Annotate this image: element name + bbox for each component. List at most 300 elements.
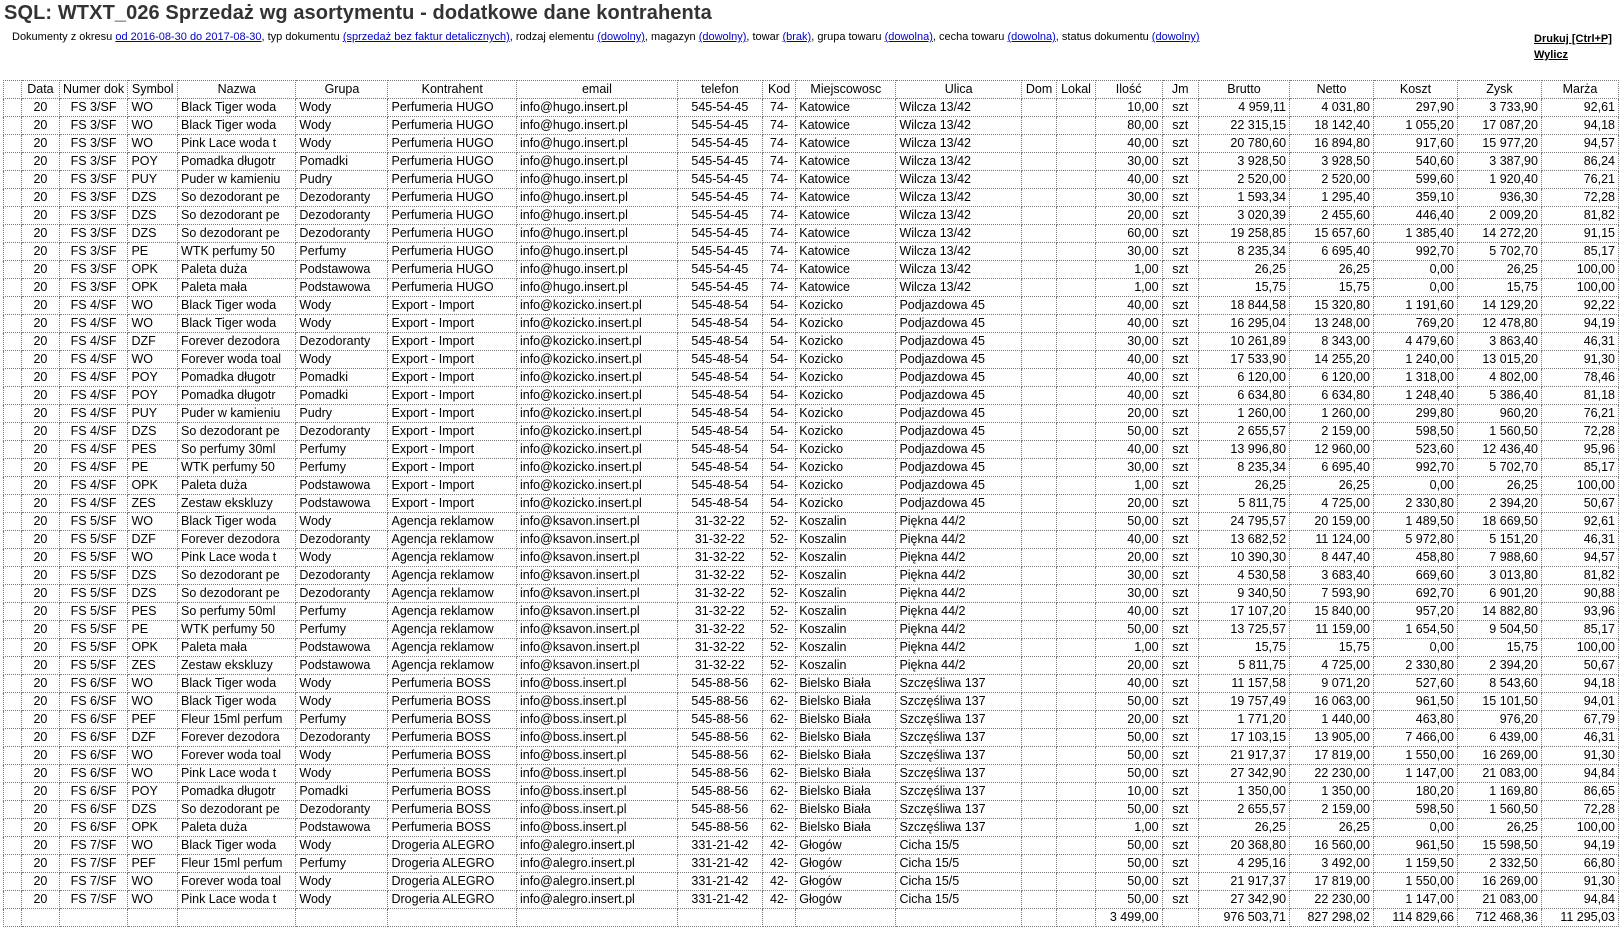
column-header-numer-dok[interactable]: Numer dok <box>59 81 128 99</box>
gutter-cell <box>4 315 22 333</box>
cell-nazwa: So dezodorant pe <box>178 801 296 819</box>
table-row[interactable] <box>4 387 1619 405</box>
cell-kod: 74- <box>762 117 795 135</box>
period-filter-link[interactable]: od 2016-08-30 do 2017-08-30 <box>115 31 262 43</box>
table-row[interactable] <box>4 225 1619 243</box>
table-row[interactable] <box>4 693 1619 711</box>
cell-telefon: 545-88-56 <box>677 693 762 711</box>
cell-lokal <box>1057 315 1095 333</box>
cell-dom <box>1021 603 1056 621</box>
cell-marza: 85,17 <box>1541 459 1618 477</box>
cell-miejscowosc: Kozicko <box>796 495 896 513</box>
cell-koszt: 458,80 <box>1374 549 1458 567</box>
cell-jm: szt <box>1162 261 1198 279</box>
cell-ilosc: 40,00 <box>1095 135 1162 153</box>
table-row[interactable] <box>4 603 1619 621</box>
cell-data: 20 <box>22 711 59 729</box>
cell-lokal <box>1057 549 1095 567</box>
cell-symbol: ZES <box>128 495 178 513</box>
table-row[interactable] <box>4 819 1619 837</box>
cell-telefon: 545-48-54 <box>677 387 762 405</box>
table-row[interactable] <box>4 261 1619 279</box>
column-header-email[interactable]: email <box>516 81 677 99</box>
cell-dom <box>1021 783 1056 801</box>
totals-row <box>4 909 1619 927</box>
cell-kod: 74- <box>762 99 795 117</box>
cell-zysk: 12 478,80 <box>1457 315 1541 333</box>
cell-zysk: 15,75 <box>1457 279 1541 297</box>
table-row[interactable] <box>4 117 1619 135</box>
cell-jm: szt <box>1162 711 1198 729</box>
gutter-cell <box>4 909 22 927</box>
gutter-cell <box>4 603 22 621</box>
cell-zysk: 15 598,50 <box>1457 837 1541 855</box>
cell-miejscowosc: Bielsko Biała <box>796 783 896 801</box>
cell-numer-dok: FS 4/SF <box>59 315 128 333</box>
cell-brutto: 3 020,39 <box>1198 207 1289 225</box>
cell-symbol: WO <box>128 549 178 567</box>
cell-zysk: 1 560,50 <box>1457 801 1541 819</box>
cell-marza: 92,22 <box>1541 297 1618 315</box>
cell-numer-dok: FS 5/SF <box>59 549 128 567</box>
cell-koszt: 2 330,80 <box>1374 495 1458 513</box>
cell-marza: 91,30 <box>1541 747 1618 765</box>
gutter-cell <box>4 729 22 747</box>
total-symbol <box>128 909 178 927</box>
gutter-cell <box>4 891 22 909</box>
cell-nazwa: Forever dezodora <box>178 531 296 549</box>
cell-brutto: 1 260,00 <box>1198 405 1289 423</box>
cell-kontrahent: Agencja reklamow <box>388 657 517 675</box>
cell-zysk: 15 977,20 <box>1457 135 1541 153</box>
cell-ulica: Wilcza 13/42 <box>896 243 1021 261</box>
cell-telefon: 545-54-45 <box>677 261 762 279</box>
cell-email: info@kozicko.insert.pl <box>516 315 677 333</box>
cell-symbol: PE <box>128 621 178 639</box>
cell-email: info@kozicko.insert.pl <box>516 405 677 423</box>
cell-symbol: DZS <box>128 207 178 225</box>
cell-marza: 72,28 <box>1541 189 1618 207</box>
cell-miejscowosc: Katowice <box>796 279 896 297</box>
column-header-koszt[interactable]: Koszt <box>1374 81 1458 99</box>
cell-numer-dok: FS 4/SF <box>59 477 128 495</box>
cell-grupa: Perfumy <box>296 603 388 621</box>
cell-brutto: 4 295,16 <box>1198 855 1289 873</box>
cell-nazwa: Paleta duża <box>178 819 296 837</box>
table-row[interactable] <box>4 99 1619 117</box>
cell-brutto: 2 520,00 <box>1198 171 1289 189</box>
column-header-netto[interactable]: Netto <box>1290 81 1374 99</box>
table-row[interactable] <box>4 405 1619 423</box>
table-row[interactable] <box>4 873 1619 891</box>
cell-lokal <box>1057 243 1095 261</box>
cell-jm: szt <box>1162 549 1198 567</box>
cell-kod: 52- <box>762 639 795 657</box>
cell-netto: 6 120,00 <box>1290 369 1374 387</box>
cell-netto: 17 819,00 <box>1290 747 1374 765</box>
cell-ilosc: 1,00 <box>1095 819 1162 837</box>
cell-ilosc: 60,00 <box>1095 225 1162 243</box>
cell-kod: 74- <box>762 171 795 189</box>
column-header-data[interactable]: Data <box>22 81 59 99</box>
cell-symbol: WO <box>128 315 178 333</box>
cell-telefon: 545-54-45 <box>677 99 762 117</box>
product-filter-link[interactable]: (brak) <box>782 31 812 43</box>
cell-lokal <box>1057 657 1095 675</box>
cell-zysk: 8 543,60 <box>1457 675 1541 693</box>
table-row[interactable] <box>4 351 1619 369</box>
cell-numer-dok: FS 5/SF <box>59 621 128 639</box>
cell-ilosc: 1,00 <box>1095 477 1162 495</box>
column-header-telefon[interactable]: telefon <box>677 81 762 99</box>
cell-kontrahent: Export - Import <box>388 315 517 333</box>
cell-marza: 90,88 <box>1541 585 1618 603</box>
cell-brutto: 17 533,90 <box>1198 351 1289 369</box>
cell-jm: szt <box>1162 783 1198 801</box>
table-row[interactable] <box>4 207 1619 225</box>
cell-netto: 13 248,00 <box>1290 315 1374 333</box>
cell-marza: 100,00 <box>1541 261 1618 279</box>
cell-koszt: 769,20 <box>1374 315 1458 333</box>
cell-jm: szt <box>1162 423 1198 441</box>
cell-marza: 95,96 <box>1541 441 1618 459</box>
cell-zysk: 14 129,20 <box>1457 297 1541 315</box>
cell-netto: 12 960,00 <box>1290 441 1374 459</box>
filter-text: Dokumenty z okresu <box>12 31 116 43</box>
cell-dom <box>1021 711 1056 729</box>
table-row[interactable] <box>4 243 1619 261</box>
cell-email: info@ksavon.insert.pl <box>516 567 677 585</box>
total-ulica <box>896 909 1021 927</box>
cell-dom <box>1021 675 1056 693</box>
cell-data: 20 <box>22 513 59 531</box>
cell-jm: szt <box>1162 819 1198 837</box>
cell-nazwa: Paleta mała <box>178 639 296 657</box>
cell-email: info@boss.insert.pl <box>516 765 677 783</box>
cell-ulica: Podjazdowa 45 <box>896 459 1021 477</box>
cell-numer-dok: FS 5/SF <box>59 531 128 549</box>
cell-data: 20 <box>22 837 59 855</box>
cell-ilosc: 30,00 <box>1095 153 1162 171</box>
cell-lokal <box>1057 171 1095 189</box>
element-type-filter-link[interactable]: (dowolny) <box>597 31 645 43</box>
cell-koszt: 180,20 <box>1374 783 1458 801</box>
cell-grupa: Dezodoranty <box>296 531 388 549</box>
cell-nazwa: So dezodorant pe <box>178 225 296 243</box>
table-row[interactable] <box>4 747 1619 765</box>
table-row[interactable] <box>4 459 1619 477</box>
cell-symbol: DZS <box>128 225 178 243</box>
cell-marza: 50,67 <box>1541 657 1618 675</box>
cell-netto: 15 840,00 <box>1290 603 1374 621</box>
cell-netto: 1 440,00 <box>1290 711 1374 729</box>
table-row[interactable] <box>4 567 1619 585</box>
cell-numer-dok: FS 5/SF <box>59 513 128 531</box>
cell-marza: 67,79 <box>1541 711 1618 729</box>
gutter-cell <box>4 351 22 369</box>
cell-marza: 100,00 <box>1541 819 1618 837</box>
cell-nazwa: Forever woda toal <box>178 873 296 891</box>
cell-zysk: 936,30 <box>1457 189 1541 207</box>
cell-kontrahent: Agencja reklamow <box>388 513 517 531</box>
cell-grupa: Pomadki <box>296 153 388 171</box>
cell-numer-dok: FS 6/SF <box>59 675 128 693</box>
cell-koszt: 1 248,40 <box>1374 387 1458 405</box>
cell-miejscowosc: Bielsko Biała <box>796 711 896 729</box>
table-row[interactable] <box>4 765 1619 783</box>
cell-data: 20 <box>22 495 59 513</box>
cell-nazwa: So dezodorant pe <box>178 189 296 207</box>
cell-email: info@alegro.insert.pl <box>516 891 677 909</box>
cell-ulica: Wilcza 13/42 <box>896 171 1021 189</box>
cell-miejscowosc: Katowice <box>796 261 896 279</box>
report-table <box>3 80 1619 927</box>
cell-grupa: Dezodoranty <box>296 225 388 243</box>
cell-marza: 72,28 <box>1541 801 1618 819</box>
column-header-ilosc[interactable]: Ilość <box>1095 81 1162 99</box>
product-group-filter-link[interactable]: (dowolna) <box>884 31 933 43</box>
table-row[interactable] <box>4 891 1619 909</box>
column-header-miejscowosc[interactable]: Miejscowosc <box>796 81 896 99</box>
table-row[interactable] <box>4 135 1619 153</box>
cell-zysk: 7 988,60 <box>1457 549 1541 567</box>
cell-jm: szt <box>1162 441 1198 459</box>
gutter-cell <box>4 207 22 225</box>
cell-brutto: 26,25 <box>1198 261 1289 279</box>
cell-telefon: 31-32-22 <box>677 549 762 567</box>
column-header-kontrahent[interactable]: Kontrahent <box>388 81 517 99</box>
cell-jm: szt <box>1162 225 1198 243</box>
column-header-kod[interactable]: Kod <box>762 81 795 99</box>
cell-symbol: DZF <box>128 729 178 747</box>
cell-kod: 52- <box>762 549 795 567</box>
table-row[interactable] <box>4 153 1619 171</box>
cell-zysk: 1 169,80 <box>1457 783 1541 801</box>
cell-email: info@boss.insert.pl <box>516 801 677 819</box>
table-row[interactable] <box>4 315 1619 333</box>
cell-miejscowosc: Katowice <box>796 171 896 189</box>
table-row[interactable] <box>4 783 1619 801</box>
doc-status-filter-link[interactable]: (dowolny) <box>1151 31 1200 43</box>
cell-kontrahent: Export - Import <box>388 405 517 423</box>
total-kontrahent <box>388 909 517 927</box>
report-actions <box>1534 31 1612 63</box>
cell-nazwa: Pink Lace woda t <box>178 891 296 909</box>
cell-kod: 54- <box>762 297 795 315</box>
cell-ilosc: 50,00 <box>1095 621 1162 639</box>
cell-telefon: 545-88-56 <box>677 783 762 801</box>
cell-jm: szt <box>1162 747 1198 765</box>
cell-telefon: 545-48-54 <box>677 441 762 459</box>
table-row[interactable] <box>4 657 1619 675</box>
cell-email: info@alegro.insert.pl <box>516 837 677 855</box>
calculate-link[interactable]: Wylicz <box>1534 49 1569 61</box>
table-row[interactable] <box>4 369 1619 387</box>
cell-kod: 54- <box>762 495 795 513</box>
total-email <box>516 909 677 927</box>
cell-zysk: 3 863,40 <box>1457 333 1541 351</box>
doc-type-filter-link[interactable]: (sprzedaż bez faktur detalicznych) <box>342 31 510 43</box>
cell-kontrahent: Agencja reklamow <box>388 549 517 567</box>
cell-koszt: 446,40 <box>1374 207 1458 225</box>
cell-miejscowosc: Kozicko <box>796 315 896 333</box>
cell-koszt: 598,50 <box>1374 801 1458 819</box>
cell-brutto: 16 295,04 <box>1198 315 1289 333</box>
cell-jm: szt <box>1162 621 1198 639</box>
column-header-jm[interactable]: Jm <box>1162 81 1198 99</box>
cell-zysk: 17 087,20 <box>1457 117 1541 135</box>
cell-dom <box>1021 387 1056 405</box>
cell-marza: 85,17 <box>1541 621 1618 639</box>
table-row[interactable] <box>4 477 1619 495</box>
cell-kontrahent: Export - Import <box>388 297 517 315</box>
cell-email: info@kozicko.insert.pl <box>516 459 677 477</box>
cell-kontrahent: Perfumeria HUGO <box>388 189 517 207</box>
table-row[interactable] <box>4 675 1619 693</box>
cell-lokal <box>1057 225 1095 243</box>
table-row[interactable] <box>4 279 1619 297</box>
cell-telefon: 31-32-22 <box>677 567 762 585</box>
table-row[interactable] <box>4 549 1619 567</box>
gutter-cell <box>4 441 22 459</box>
cell-lokal <box>1057 819 1095 837</box>
cell-grupa: Wody <box>296 117 388 135</box>
cell-dom <box>1021 333 1056 351</box>
column-header-grupa[interactable]: Grupa <box>296 81 388 99</box>
cell-koszt: 917,60 <box>1374 135 1458 153</box>
cell-ulica: Cicha 15/5 <box>896 855 1021 873</box>
cell-kontrahent: Agencja reklamow <box>388 585 517 603</box>
cell-netto: 3 492,00 <box>1290 855 1374 873</box>
cell-grupa: Dezodoranty <box>296 189 388 207</box>
cell-miejscowosc: Bielsko Biała <box>796 693 896 711</box>
cell-koszt: 299,80 <box>1374 405 1458 423</box>
cell-kontrahent: Export - Import <box>388 423 517 441</box>
cell-lokal <box>1057 297 1095 315</box>
table-row[interactable] <box>4 531 1619 549</box>
cell-telefon: 545-54-45 <box>677 153 762 171</box>
cell-jm: szt <box>1162 657 1198 675</box>
table-row[interactable] <box>4 585 1619 603</box>
cell-numer-dok: FS 6/SF <box>59 783 128 801</box>
cell-jm: szt <box>1162 693 1198 711</box>
cell-marza: 72,28 <box>1541 423 1618 441</box>
cell-ilosc: 50,00 <box>1095 423 1162 441</box>
table-row[interactable] <box>4 441 1619 459</box>
cell-zysk: 3 733,90 <box>1457 99 1541 117</box>
warehouse-filter-link[interactable]: (dowolny) <box>698 31 747 43</box>
cell-brutto: 9 340,50 <box>1198 585 1289 603</box>
cell-symbol: WO <box>128 747 178 765</box>
cell-email: info@ksavon.insert.pl <box>516 585 677 603</box>
cell-data: 20 <box>22 585 59 603</box>
cell-email: info@hugo.insert.pl <box>516 135 677 153</box>
cell-miejscowosc: Koszalin <box>796 639 896 657</box>
table-row[interactable] <box>4 333 1619 351</box>
table-row[interactable] <box>4 297 1619 315</box>
cell-zysk: 9 504,50 <box>1457 621 1541 639</box>
column-header-nazwa[interactable]: Nazwa <box>178 81 296 99</box>
cell-ilosc: 1,00 <box>1095 639 1162 657</box>
cell-brutto: 26,25 <box>1198 819 1289 837</box>
cell-telefon: 545-48-54 <box>677 315 762 333</box>
table-row[interactable] <box>4 639 1619 657</box>
table-row[interactable] <box>4 711 1619 729</box>
table-row[interactable] <box>4 423 1619 441</box>
table-row[interactable] <box>4 855 1619 873</box>
cell-lokal <box>1057 585 1095 603</box>
cell-jm: szt <box>1162 585 1198 603</box>
table-row[interactable] <box>4 513 1619 531</box>
cell-numer-dok: FS 7/SF <box>59 855 128 873</box>
table-row[interactable] <box>4 837 1619 855</box>
table-row[interactable] <box>4 621 1619 639</box>
column-header-dom[interactable]: Dom <box>1021 81 1056 99</box>
gutter-cell <box>4 495 22 513</box>
table-row[interactable] <box>4 801 1619 819</box>
total-lokal <box>1057 909 1095 927</box>
column-header-symbol[interactable]: Symbol <box>128 81 178 99</box>
table-row[interactable] <box>4 189 1619 207</box>
gutter-cell <box>4 405 22 423</box>
cell-brutto: 27 342,90 <box>1198 765 1289 783</box>
column-header-zysk[interactable]: Zysk <box>1457 81 1541 99</box>
cell-miejscowosc: Głogów <box>796 873 896 891</box>
cell-koszt: 1 147,00 <box>1374 765 1458 783</box>
cell-dom <box>1021 117 1056 135</box>
cell-email: info@kozicko.insert.pl <box>516 495 677 513</box>
cell-data: 20 <box>22 171 59 189</box>
cell-koszt: 4 479,60 <box>1374 333 1458 351</box>
cell-kontrahent: Agencja reklamow <box>388 567 517 585</box>
cell-ulica: Piękna 44/2 <box>896 585 1021 603</box>
cell-data: 20 <box>22 153 59 171</box>
cell-dom <box>1021 189 1056 207</box>
cell-numer-dok: FS 4/SF <box>59 495 128 513</box>
print-link[interactable]: Drukuj [Ctrl+P] <box>1534 33 1612 45</box>
cell-marza: 94,84 <box>1541 891 1618 909</box>
cell-lokal <box>1057 837 1095 855</box>
cell-zysk: 16 269,00 <box>1457 747 1541 765</box>
cell-nazwa: So dezodorant pe <box>178 423 296 441</box>
cell-lokal <box>1057 441 1095 459</box>
cell-nazwa: So perfumy 50ml <box>178 603 296 621</box>
column-header-lokal[interactable]: Lokal <box>1057 81 1095 99</box>
column-header-ulica[interactable]: Ulica <box>896 81 1021 99</box>
column-header-brutto[interactable]: Brutto <box>1198 81 1289 99</box>
product-feature-filter-link[interactable]: (dowolna) <box>1007 31 1056 43</box>
cell-lokal <box>1057 513 1095 531</box>
cell-kod: 62- <box>762 675 795 693</box>
cell-kod: 52- <box>762 621 795 639</box>
cell-koszt: 0,00 <box>1374 261 1458 279</box>
cell-data: 20 <box>22 459 59 477</box>
cell-data: 20 <box>22 603 59 621</box>
column-header-marza[interactable]: Marża <box>1541 81 1618 99</box>
table-row[interactable] <box>4 729 1619 747</box>
cell-miejscowosc: Koszalin <box>796 513 896 531</box>
cell-netto: 16 560,00 <box>1290 837 1374 855</box>
filter-text: , cecha towaru <box>932 31 1008 43</box>
table-row[interactable] <box>4 495 1619 513</box>
cell-koszt: 1 147,00 <box>1374 891 1458 909</box>
cell-symbol: PE <box>128 459 178 477</box>
cell-email: info@hugo.insert.pl <box>516 117 677 135</box>
cell-jm: szt <box>1162 99 1198 117</box>
table-row[interactable] <box>4 171 1619 189</box>
cell-email: info@hugo.insert.pl <box>516 261 677 279</box>
cell-brutto: 2 655,57 <box>1198 801 1289 819</box>
